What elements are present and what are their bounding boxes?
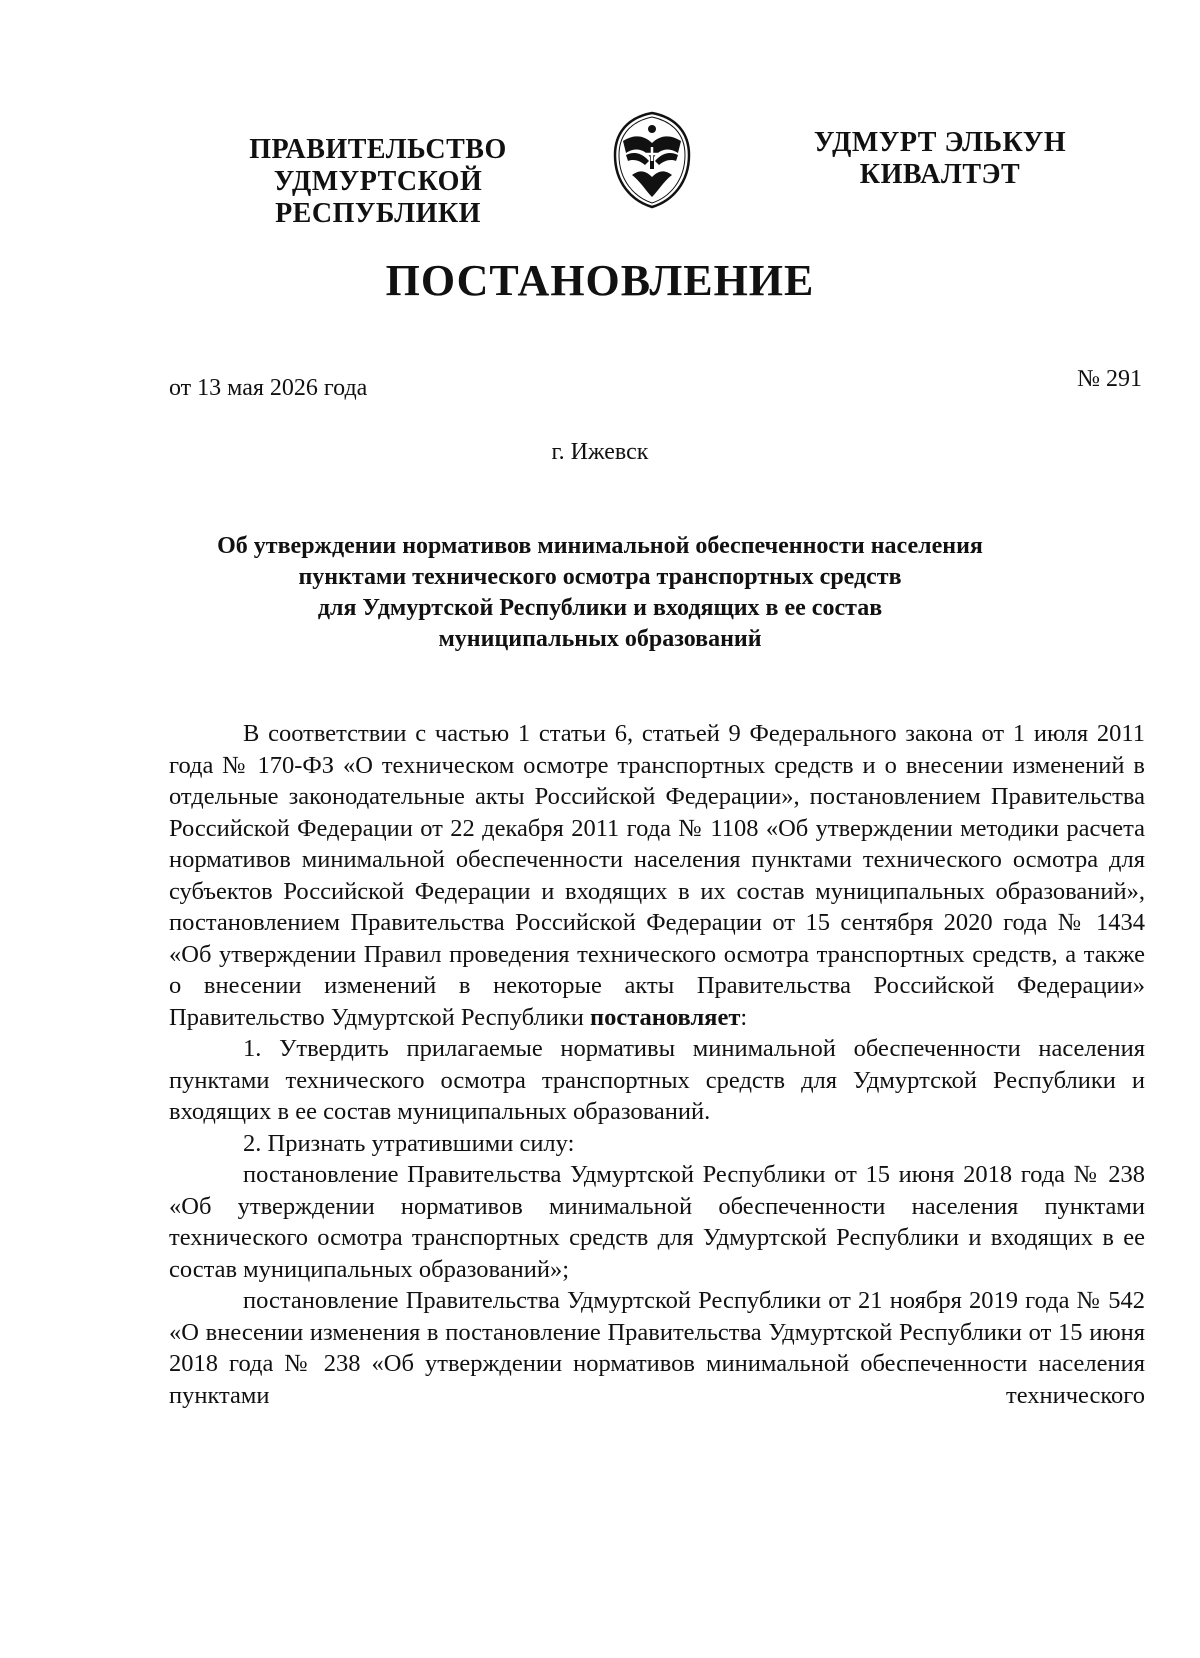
item-2b-paragraph: постановление Правительства Удмуртской Республики от 21 ноября 2019 года № 542 «О внесении изменения в постановление Правительства Удмуртской Республики от 15 июня 2018 года № 238 «Об утверждении нормативов минимальной обеспеченности населения пунктами технического [169, 1287, 1145, 1409]
item-2a-paragraph: постановление Правительства Удмуртской Республики от 15 июня 2018 года № 238 «Об утверждении нормативов минимальной обеспеченности населения пунктами технического осмотра транспортных средств для Удмуртской Республики и входящих в ее состав муниципальных образований»; [169, 1161, 1145, 1283]
title-line1: Об утверждении нормативов минимальной обеспеченности населения [217, 533, 983, 559]
udmurt-coat-of-arms-icon [612, 111, 692, 209]
document-type-heading: ПОСТАНОВЛЕНИЕ [385, 256, 815, 305]
government-name-udmurt-line1: УДМУРТ ЭЛЬКУН [813, 127, 1067, 158]
document-city: г. Ижевск [551, 439, 649, 465]
government-name-line2: УДМУРТСКОЙ РЕСПУБЛИКИ [273, 166, 483, 229]
decree-word: постановляет [589, 1003, 741, 1031]
preamble-text: В соответствии с частью 1 статьи 6, статьей 9 Федерального закона от 1 июля 2011 года № 170-ФЗ «О техническом осмотре транспортных средств и о внесении изменений в отдельные законодательные акты Российской Федерации», постановлением Правительства Российской Федерации от 22 декабря 2011 года № 1108 «Об утверждении методики расчета нормативов минимальной обеспеченности населения пунктами технического осмотра для субъектов Российской Федерации и входящих в их состав муниципальных образований», постановлением Правительства Российской Федерации от 15 сентября 2020 года № 1434 «Об утверждении Правил проведения технического осмотра транспортных средств, а также о внесении изменений в некоторые акты Правительства Российской Федерации» Правительство Удмуртской Республики [169, 720, 1145, 1031]
title-line4: муниципальных образований [438, 626, 762, 652]
government-name-line1: ПРАВИТЕЛЬСТВО [249, 134, 507, 165]
preamble-paragraph [169, 718, 1145, 1033]
government-name-udmurt-line2: КИВАЛТЭТ [859, 159, 1021, 190]
document-date: от 13 мая 2026 года [169, 375, 368, 401]
title-line3: для Удмуртской Республики и входящих в ее состав [317, 595, 883, 621]
document-title [150, 531, 1050, 655]
document-body [169, 718, 1145, 1411]
item-2-paragraph: 2. Признать утратившими силу: [243, 1129, 575, 1157]
item-1-paragraph: 1. Утвердить прилагаемые нормативы минимальной обеспеченности населения пунктами технического осмотра транспортных средств для Удмуртской Республики и входящих в ее состав муниципальных образований. [169, 1035, 1145, 1125]
title-line2: пунктами технического осмотра транспортных средств [298, 564, 902, 590]
document-number: № 291 [1077, 366, 1142, 392]
decree-colon: : [740, 1003, 748, 1031]
government-name-russian [168, 134, 588, 230]
government-name-udmurt [780, 127, 1100, 191]
